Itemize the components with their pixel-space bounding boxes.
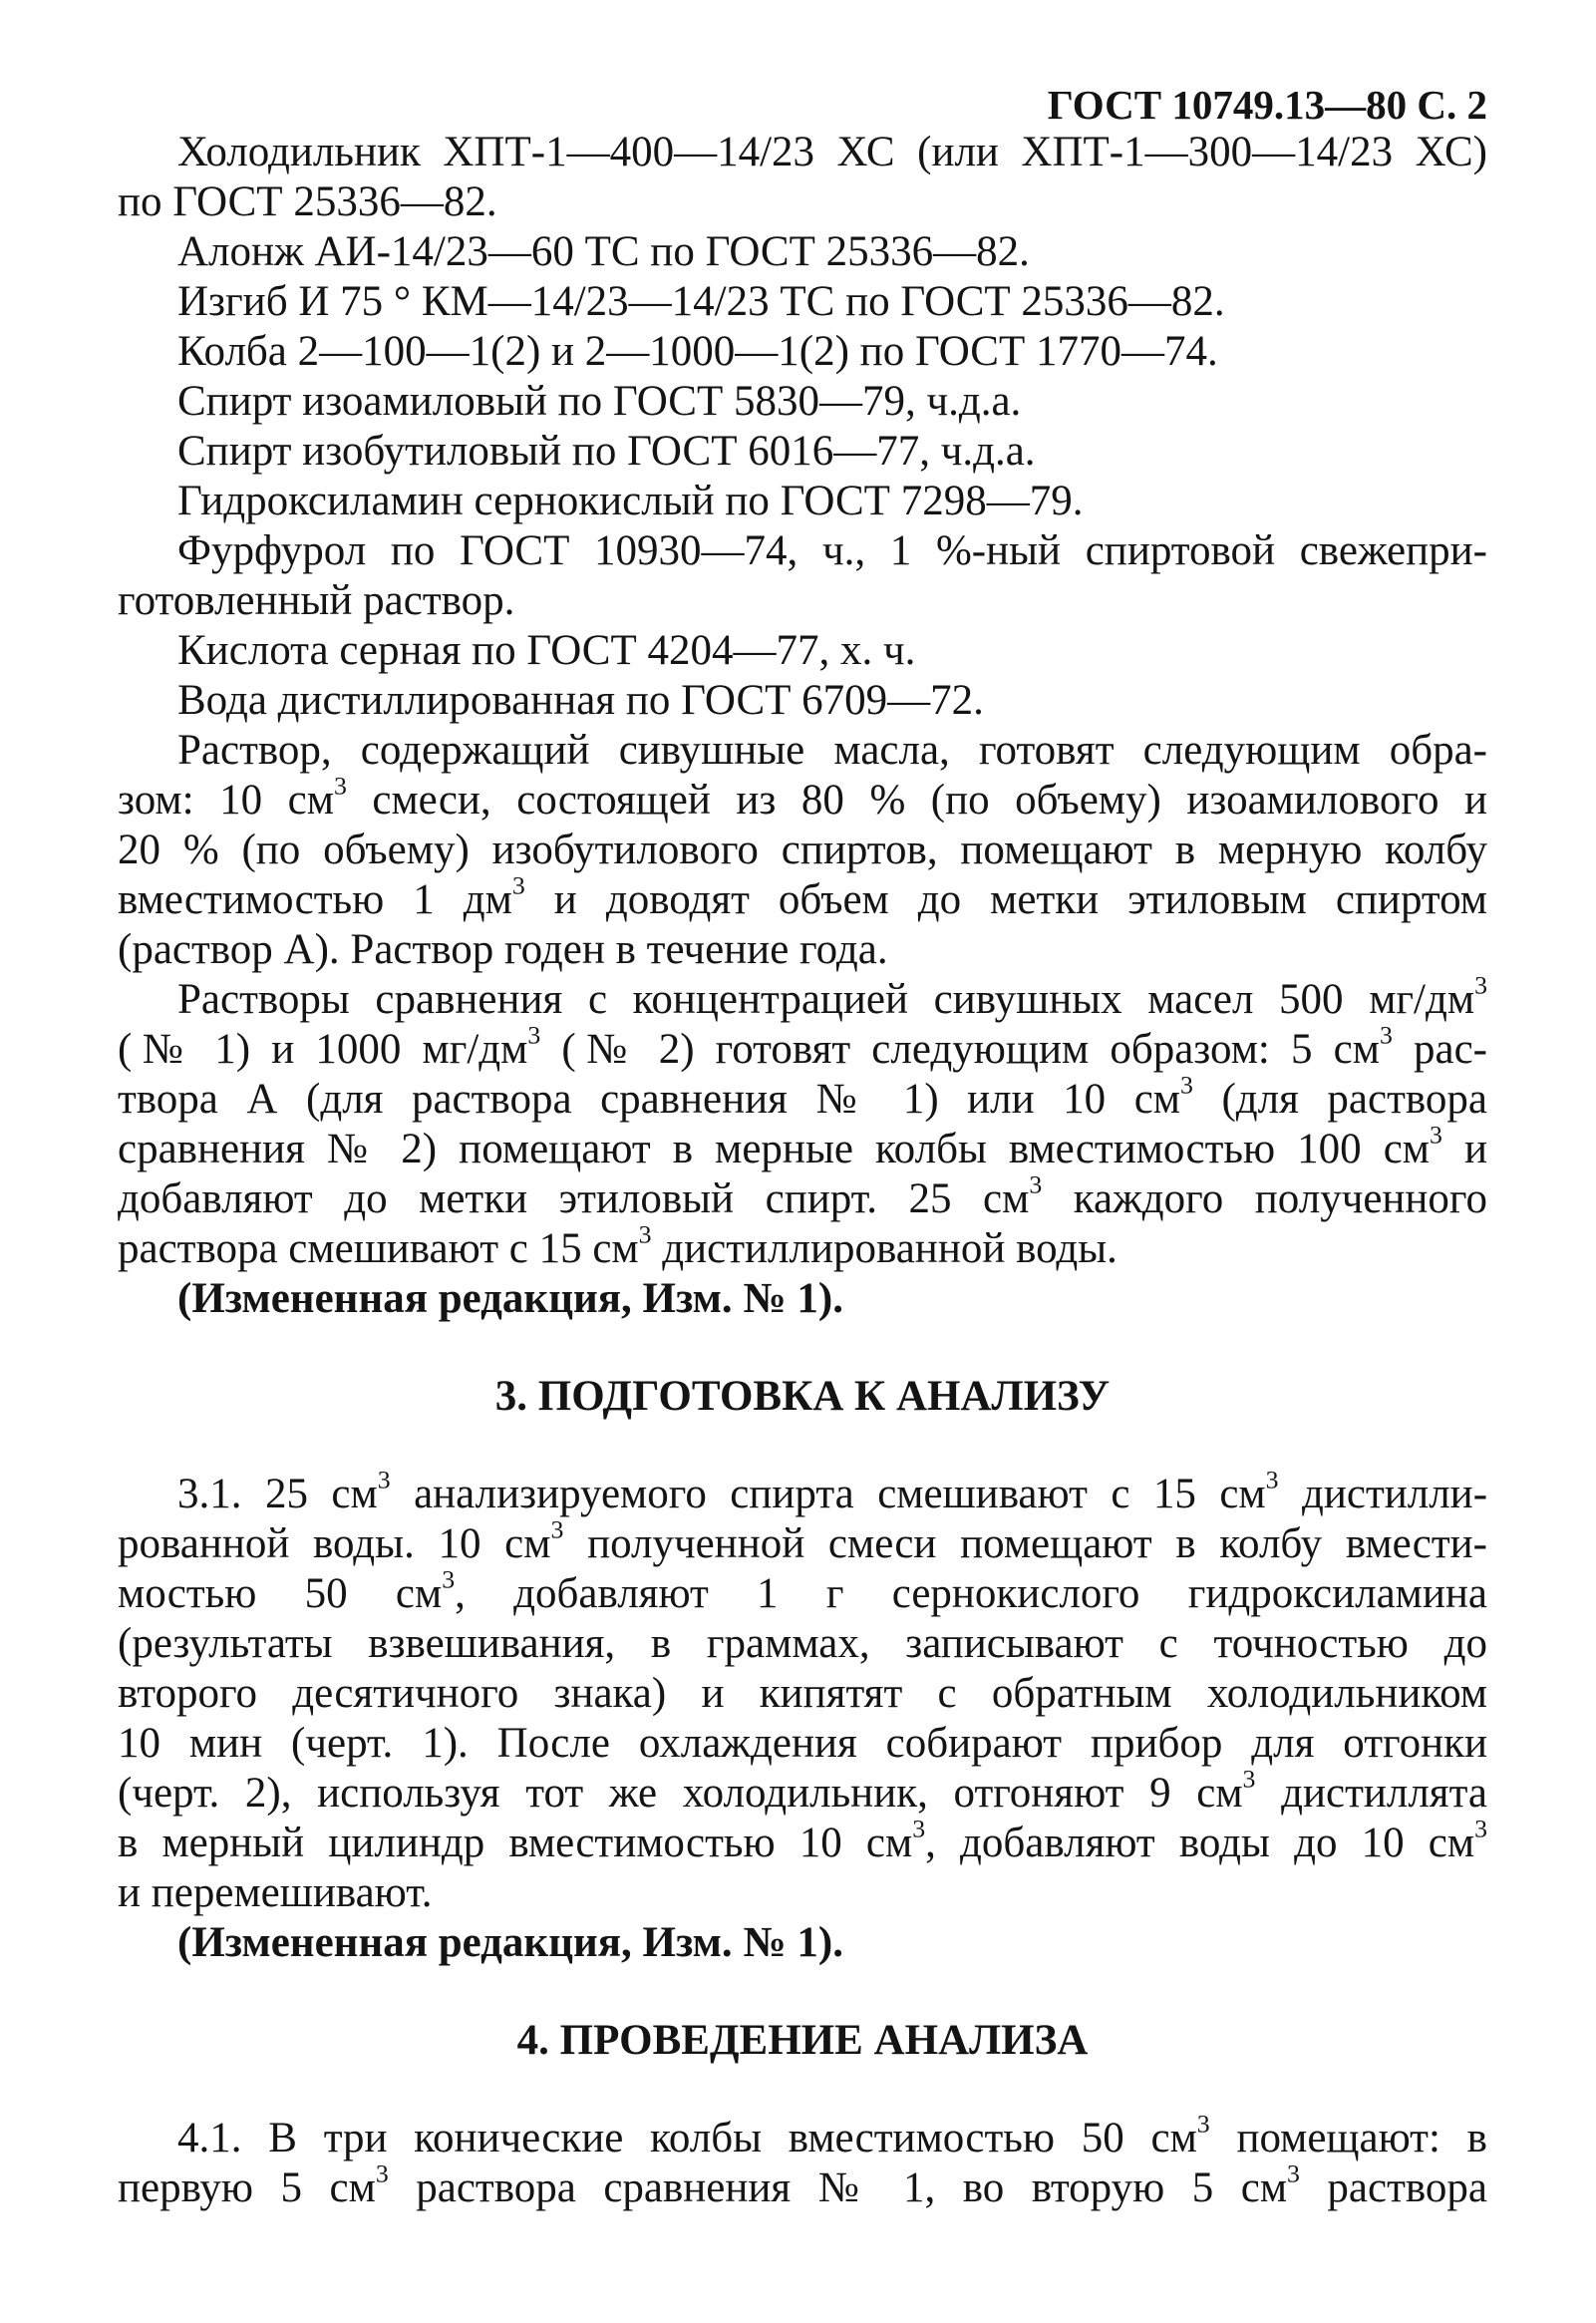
comparison-line: добавляют до метки этиловый спирт. 25 $см^3$ каждого полученного [118,1169,1487,1222]
equipment-line: Спирт изобутиловый по ГОСТ 6016—77, ч.д.а. [177,428,1036,475]
equipment-line: Изгиб И 75 ° КМ—14/23—14/23 ТС по ГОСТ 25336—82. [177,278,1225,325]
equipment-line: Гидроксиламин сернокислый по ГОСТ 7298—79. [177,478,1084,524]
comparison-line: твора А (для раствора сравнения № 1) или 10 $см^3$ (для раствора [118,1070,1487,1123]
section-3-line: (результаты взвешивания, в граммах, записывают с точностью до [118,1620,1487,1667]
equipment-line: Фурфурол по ГОСТ 10930—74, ч., 1 %-ный спиртовой свежепри- [177,527,1487,574]
section-3-line: и перемешивают. [118,1869,433,1916]
equipment-line: Колба 2—100—1(2) и 2—1000—1(2) по ГОСТ 1770—74. [177,328,1218,375]
comparison-line: Растворы сравнения с концентрацией сивушных масел 500 $мг/дм^3$ [177,970,1487,1023]
section-3-line: (черт. 2), используя тот же холодильник, отгоняют 9 $см^3$ дистиллята [118,1764,1487,1817]
comparison-line: раствора смешивают с 15 $см^3$ дистиллированной воды. [118,1219,1117,1272]
section-4-line: первую 5 $см^3$ раствора сравнения № 1, во вторую 5 $см^3$ раствора [118,2158,1487,2211]
section-3-line: второго десятичного знака) и кипятят с обратным холодильником [118,1670,1487,1717]
equipment-line: Кислота серная по ГОСТ 4204—77, х. ч. [177,627,916,674]
section-3-line: в мерный цилиндр вместимостью 10 $см^3$, добавляют воды до 10 $см^3$ [118,1814,1487,1866]
amendment-note: (Измененная редакция, Изм. № 1). [177,1919,843,1966]
solution-a-line: 20 % (по объему) изобутилового спиртов, помещают в мерную колбу [118,827,1487,873]
section-3-line: рованной воды. 10 $см^3$ полученной смеси помещают в колбу вмести- [118,1514,1487,1567]
equipment-line: Алонж АИ-14/23—60 ТС по ГОСТ 25336—82. [177,228,1030,275]
equipment-line: Спирт изоамиловый по ГОСТ 5830—79, ч.д.а. [177,378,1022,425]
solution-a-line: вместимостью 1 $дм^3$ и доводят объем до метки этиловым спиртом [118,870,1487,923]
section-4-title: 4. ПРОВЕДЕНИЕ АНАЛИЗА [516,2017,1089,2064]
comparison-line: сравнения № 2) помещают в мерные колбы вместимостью 100 $см^3$ и [118,1120,1487,1172]
equipment-line: готовленный раствор. [118,577,515,624]
equipment-line: по ГОСТ 25336—82. [118,178,497,225]
section-3-line: 3.1. 25 $см^3$ анализируемого спирта смешивают с 15 $см^3$ дистилли- [177,1465,1488,1517]
equipment-line: Холодильник ХПТ-1—400—14/23 ХС (или ХПТ-1—300—14/23 ХС) [177,129,1487,175]
section-3-line: мостью 50 $см^3$, добавляют 1 г сернокислого гидроксиламина [118,1564,1487,1617]
solution-a-line: зом: 10 $см^3$ смеси, состоящей из 80 % (по объему) изоамилового и [118,771,1487,824]
section-3-line: 10 мин (черт. 1). После охлаждения собирают прибор для отгонки [118,1720,1487,1767]
solution-a-line: (раствор А). Раствор годен в течение года. [118,926,888,973]
solution-a-line: Раствор, содержащий сивушные масла, готовят следующим обра- [177,727,1487,774]
equipment-line: Вода дистиллированная по ГОСТ 6709—72. [177,677,984,724]
section-3-title: 3. ПОДГОТОВКА К АНАЛИЗУ [494,1373,1111,1420]
section-4-line: 4.1. В три конические колбы вместимостью 50 $см^3$ помещают: в [177,2109,1487,2161]
comparison-line: (№ 1) и 1000 $мг/дм^3$ (№ 2) готовят следующим образом: 5 $см^3$ рас- [118,1020,1487,1073]
amendment-note: (Измененная редакция, Изм. № 1). [177,1275,843,1322]
running-header: ГОСТ 10749.13—80 С. 2 [1047,82,1487,128]
